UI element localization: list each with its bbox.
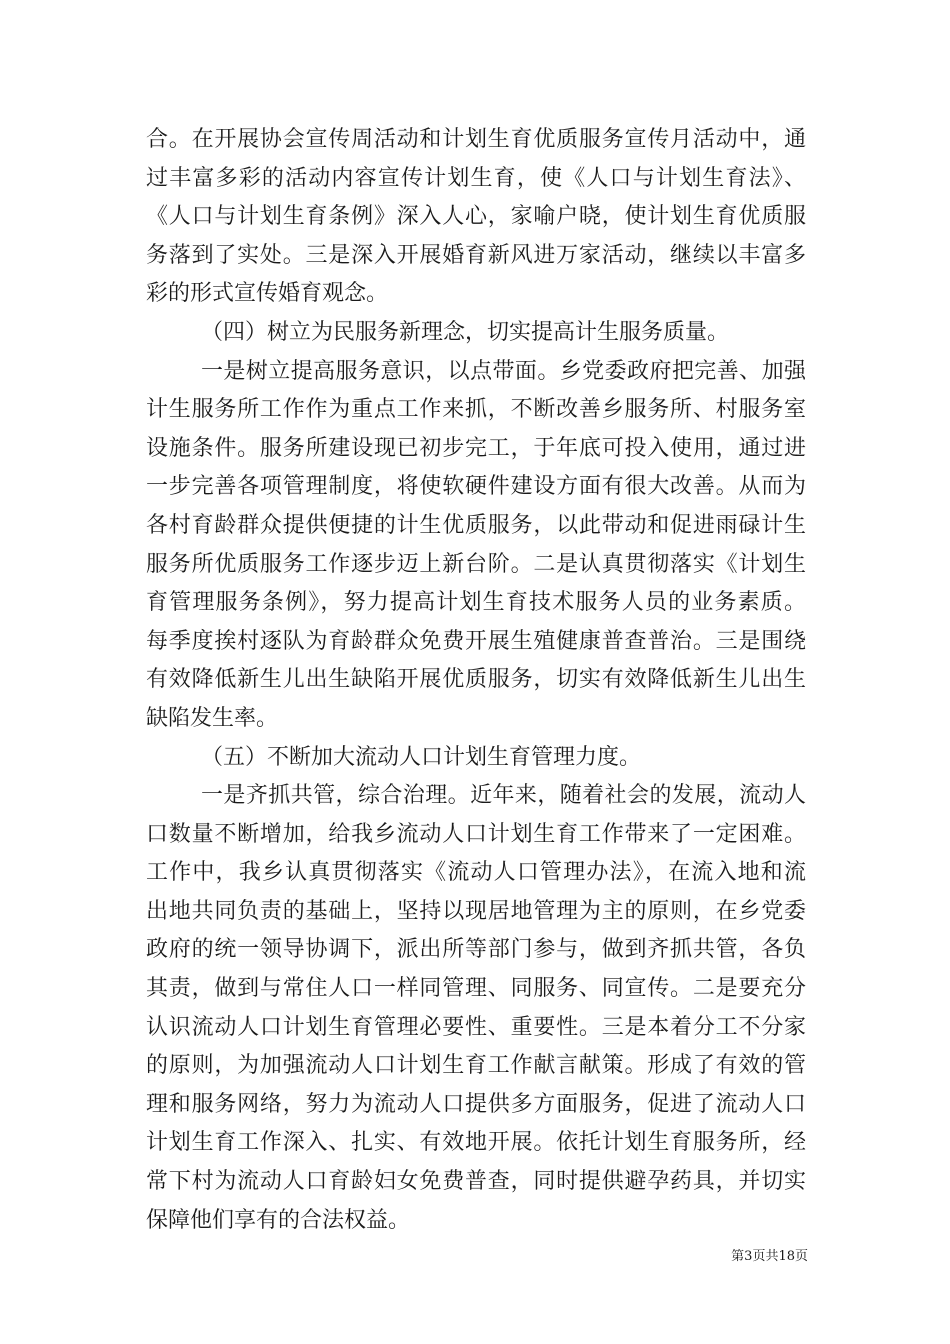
page-number: 第3页共18页: [731, 1249, 808, 1264]
body-line: 出地共同负责的基础上，坚持以现居地管理为主的原则，在乡党委: [146, 898, 806, 924]
body-line: 口数量不断增加，给我乡流动人口计划生育工作带来了一定困难。: [146, 821, 806, 847]
body-line: 认识流动人口计划生育管理必要性、重要性。三是本着分工不分家: [146, 1014, 806, 1040]
body-line: 计生服务所工作作为重点工作来抓，不断改善乡服务所、村服务室: [146, 397, 806, 423]
body-line: 一步完善各项管理制度，将使软硬件建设方面有很大改善。从而为: [146, 474, 806, 500]
body-line: 务落到了实处。三是深入开展婚育新风进万家活动，继续以丰富多: [146, 242, 806, 268]
body-line: 育管理服务条例》，努力提高计划生育技术服务人员的业务素质。: [146, 590, 806, 616]
body-line: 工作中，我乡认真贯彻落实《流动人口管理办法》，在流入地和流: [146, 860, 806, 886]
body-line: 其责，做到与常住人口一样同管理、同服务、同宣传。二是要充分: [146, 976, 806, 1002]
body-line: 有效降低新生儿出生缺陷开展优质服务，切实有效降低新生儿出生: [146, 667, 806, 693]
body-line: 的原则，为加强流动人口计划生育工作献言献策。形成了有效的管: [146, 1053, 806, 1079]
body-line: 理和服务网络，努力为流动人口提供多方面服务，促进了流动人口: [146, 1091, 806, 1117]
document-body: [146, 121, 806, 1240]
section-heading: （四）树立为民服务新理念，切实提高计生服务质量。: [201, 319, 730, 345]
body-line: 计划生育工作深入、扎实、有效地开展。依托计划生育服务所，经: [146, 1130, 806, 1156]
body-line: 政府的统一领导协调下，派出所等部门参与，做到齐抓共管，各负: [146, 937, 806, 963]
body-line: 《人口与计划生育条例》深入人心，家喻户晓，使计划生育优质服: [146, 204, 806, 230]
section-heading: （五）不断加大流动人口计划生育管理力度。: [201, 744, 642, 770]
body-line: 合。在开展协会宣传周活动和计划生育优质服务宣传月活动中，通: [146, 127, 806, 152]
body-line: 服务所优质服务工作逐步迈上新台阶。二是认真贯彻落实《计划生: [146, 551, 806, 577]
body-line: 各村育龄群众提供便捷的计生优质服务，以此带动和促进雨碌计生: [146, 512, 806, 538]
body-line: 过丰富多彩的活动内容宣传计划生育，使《人口与计划生育法》、: [146, 165, 806, 191]
paragraph-first-line: 一是齐抓共管，综合治理。近年来，随着社会的发展，流动人: [201, 783, 806, 809]
body-line: 常下村为流动人口育龄妇女免费普查，同时提供避孕药具，并切实: [146, 1169, 806, 1195]
body-line: 彩的形式宣传婚育观念。: [146, 281, 389, 307]
body-line: 设施条件。服务所建设现已初步完工，于年底可投入使用，通过进: [146, 435, 806, 461]
paragraph-first-line: 一是树立提高服务意识，以点带面。乡党委政府把完善、加强: [201, 358, 806, 384]
body-line: 缺陷发生率。: [146, 705, 279, 731]
body-line: 保障他们享有的合法权益。: [146, 1207, 411, 1233]
body-line: 每季度挨村逐队为育龄群众免费开展生殖健康普查普治。三是围绕: [146, 628, 806, 654]
